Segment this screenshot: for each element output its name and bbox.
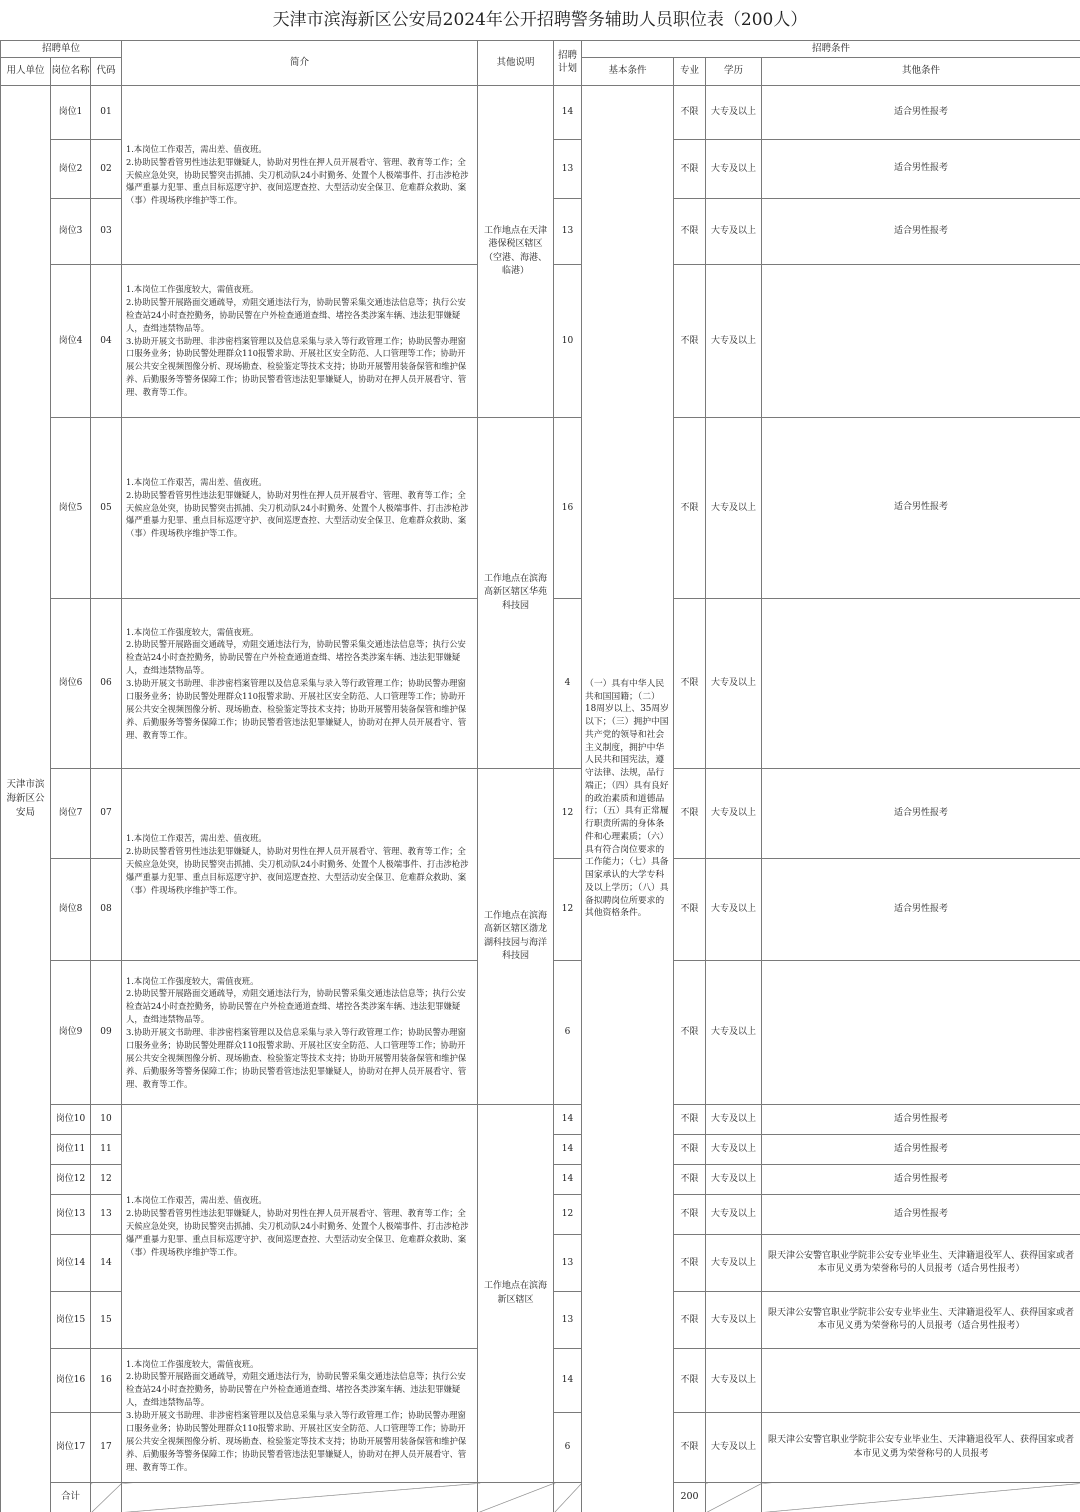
post-code: 17 (91, 1413, 122, 1483)
post-remark: 工作地点在天津港保税区辖区（空港、海港、临港） (478, 86, 554, 418)
post-name: 岗位8 (51, 859, 91, 961)
post-description: 1.本岗位工作艰苦，需出差、值夜班。 2.协助民警看管男性违法犯罪嫌疑人，协助对男性在押人员开展看守、管理、教育等工作；全天候应急处突，协助民警突击抓捕、尖刀机动队24小时勤务、处置个人极端事件、打击涉枪涉爆严重暴力犯罪、重点目标巡逻守护、夜间巡逻查控、大型活动安全保卫、危难群众救助、案（事）件现场秩序维护等工作。 (122, 1105, 478, 1349)
post-plan: 12 (554, 769, 582, 859)
post-major: 不限 (674, 961, 706, 1105)
post-plan: 13 (554, 1235, 582, 1292)
post-edu: 大专及以上 (706, 1235, 762, 1292)
header-conditions: 招聘条件 (582, 41, 1080, 58)
post-other: 适合男性报考 (762, 199, 1080, 265)
post-edu: 大专及以上 (706, 86, 762, 140)
diagonal-cell (706, 1483, 762, 1512)
table-row (1, 418, 1080, 599)
post-name: 岗位2 (51, 140, 91, 199)
employer-cell: 天津市滨海新区公安局 (1, 86, 51, 1512)
post-description: 1.本岗位工作强度较大，需值夜班。 2.协助民警开展路面交通疏导，劝阻交通违法行为，协助民警采集交通违法信息等；执行公安检查站24小时查控勤务，协助民警在户外检查通道查缉、堵控各类涉案车辆、违法犯罪嫌疑人，查缉违禁物品等。 3.协助开展文书助理、非涉密档案管理以及信息采集与录入等行政管理工作；协助民警办理窗口服务业务；协助民警处理群众110报警求助、开展社区安全防范、人口管理等工作；协助开展公共安全视频图像分析、现场勘查、检验鉴定等技术支持；协助开展警用装备保管和维护保养、后勤服务等警务保障工作；协助民警看管违法犯罪嫌疑人，协助对在押人员开展看守、管理、教育等工作。 (122, 1349, 478, 1483)
post-edu: 大专及以上 (706, 199, 762, 265)
post-code: 16 (91, 1349, 122, 1413)
post-major: 不限 (674, 1135, 706, 1165)
post-major: 不限 (674, 86, 706, 140)
post-edu: 大专及以上 (706, 599, 762, 769)
post-edu: 大专及以上 (706, 140, 762, 199)
post-plan: 16 (554, 418, 582, 599)
post-other: 限天津公安警官职业学院非公安专业毕业生、天津籍退役军人、获得国家或者本市见义勇为荣誉称号的人员报考 (762, 1413, 1080, 1483)
post-other: 适合男性报考 (762, 140, 1080, 199)
diagonal-cell (762, 1483, 1080, 1512)
post-edu: 大专及以上 (706, 1165, 762, 1195)
post-plan: 4 (554, 599, 582, 769)
post-code: 15 (91, 1292, 122, 1349)
post-major: 不限 (674, 1413, 706, 1483)
basic-conditions: （一）具有中华人民共和国国籍；（二）18周岁以上、35周岁以下；（三）拥护中国共产党的领导和社会主义制度，拥护中华人民共和国宪法，遵守法律、法规，品行端正；（四）具有良好的政治素质和道德品行；（五）具有正常履行职责所需的身体条件和心理素质；（六）具有符合岗位要求的工作能力；（七）具备国家承认的大学专科及以上学历；（八）具备拟聘岗位所要求的其他资格条件。 (582, 86, 674, 1512)
total-plan: 200 (674, 1483, 706, 1512)
post-other: 适合男性报考 (762, 1165, 1080, 1195)
post-other: 适合男性报考 (762, 1135, 1080, 1165)
post-name: 岗位9 (51, 961, 91, 1105)
header-other: 其他条件 (762, 58, 1080, 86)
post-name: 岗位11 (51, 1135, 91, 1165)
diagonal-cell (478, 1483, 554, 1512)
post-edu: 大专及以上 (706, 1105, 762, 1135)
post-major: 不限 (674, 1235, 706, 1292)
post-name: 岗位17 (51, 1413, 91, 1483)
post-major: 不限 (674, 418, 706, 599)
post-plan: 6 (554, 961, 582, 1105)
post-major: 不限 (674, 140, 706, 199)
header-recruit-unit: 招聘单位 (1, 41, 122, 58)
post-plan: 13 (554, 199, 582, 265)
post-remark: 工作地点在滨海高新区辖区华苑科技园 (478, 418, 554, 769)
header-code: 代码 (91, 58, 122, 86)
table-row (1, 1105, 1080, 1135)
header-major: 专业 (674, 58, 706, 86)
table-row (1, 769, 1080, 859)
post-major: 不限 (674, 599, 706, 769)
post-code: 07 (91, 769, 122, 859)
post-edu: 大专及以上 (706, 859, 762, 961)
post-name: 岗位13 (51, 1195, 91, 1235)
post-code: 05 (91, 418, 122, 599)
post-plan: 12 (554, 1195, 582, 1235)
header-basic: 基本条件 (582, 58, 674, 86)
post-major: 不限 (674, 769, 706, 859)
post-major: 不限 (674, 1165, 706, 1195)
post-code: 08 (91, 859, 122, 961)
post-edu: 大专及以上 (706, 769, 762, 859)
positions-table (0, 40, 1080, 1512)
post-other: 适合男性报考 (762, 1105, 1080, 1135)
post-code: 09 (91, 961, 122, 1105)
post-code: 03 (91, 199, 122, 265)
post-major: 不限 (674, 1195, 706, 1235)
post-major: 不限 (674, 1349, 706, 1413)
post-name: 岗位15 (51, 1292, 91, 1349)
post-other: 适合男性报考 (762, 859, 1080, 961)
post-code: 10 (91, 1105, 122, 1135)
post-description: 1.本岗位工作强度较大，需值夜班。 2.协助民警开展路面交通疏导，劝阻交通违法行为，协助民警采集交通违法信息等；执行公安检查站24小时查控勤务，协助民警在户外检查通道查缉、堵控各类涉案车辆、违法犯罪嫌疑人，查缉违禁物品等。 3.协助开展文书助理、非涉密档案管理以及信息采集与录入等行政管理工作；协助民警办理窗口服务业务；协助民警处理群众110报警求助、开展社区安全防范、人口管理等工作；协助开展公共安全视频图像分析、现场勘查、检验鉴定等技术支持；协助开展警用装备保管和维护保养、后勤服务等警务保障工作；协助民警看管违法犯罪嫌疑人，协助对在押人员开展看守、管理、教育等工作。 (122, 265, 478, 418)
post-other (762, 1349, 1080, 1413)
post-plan: 12 (554, 859, 582, 961)
post-other: 适合男性报考 (762, 769, 1080, 859)
post-other: 适合男性报考 (762, 86, 1080, 140)
post-edu: 大专及以上 (706, 1195, 762, 1235)
post-plan: 14 (554, 1135, 582, 1165)
post-edu: 大专及以上 (706, 1349, 762, 1413)
post-remark: 工作地点在滨海新区辖区 (478, 1105, 554, 1483)
post-code: 12 (91, 1165, 122, 1195)
post-name: 岗位5 (51, 418, 91, 599)
post-code: 14 (91, 1235, 122, 1292)
header-edu: 学历 (706, 58, 762, 86)
post-other: 适合男性报考 (762, 1195, 1080, 1235)
header-remark: 其他说明 (478, 41, 554, 86)
post-code: 13 (91, 1195, 122, 1235)
post-name: 岗位16 (51, 1349, 91, 1413)
post-code: 02 (91, 140, 122, 199)
post-major: 不限 (674, 265, 706, 418)
post-edu: 大专及以上 (706, 1135, 762, 1165)
post-name: 岗位1 (51, 86, 91, 140)
post-plan: 13 (554, 1292, 582, 1349)
post-edu: 大专及以上 (706, 1292, 762, 1349)
diagonal-cell (91, 1483, 122, 1512)
post-plan: 10 (554, 265, 582, 418)
post-major: 不限 (674, 1292, 706, 1349)
post-major: 不限 (674, 1105, 706, 1135)
post-edu: 大专及以上 (706, 1413, 762, 1483)
post-plan: 13 (554, 140, 582, 199)
post-plan: 6 (554, 1413, 582, 1483)
page-title: 天津市滨海新区公安局2024年公开招聘警务辅助人员职位表（200人） (272, 10, 808, 30)
post-code: 04 (91, 265, 122, 418)
post-major: 不限 (674, 199, 706, 265)
diagonal-cell (554, 1483, 582, 1512)
post-other: 限天津公安警官职业学院非公安专业毕业生、天津籍退役军人、获得国家或者本市见义勇为荣誉称号的人员报考（适合男性报考） (762, 1235, 1080, 1292)
post-code: 01 (91, 86, 122, 140)
total-label: 合计 (51, 1483, 91, 1512)
header-intro: 简介 (122, 41, 478, 86)
post-description: 1.本岗位工作艰苦，需出差、值夜班。 2.协助民警看管男性违法犯罪嫌疑人，协助对男性在押人员开展看守、管理、教育等工作；全天候应急处突，协助民警突击抓捕、尖刀机动队24小时勤务、处置个人极端事件、打击涉枪涉爆严重暴力犯罪、重点目标巡逻守护、夜间巡逻查控、大型活动安全保卫、危难群众救助、案（事）件现场秩序维护等工作。 (122, 418, 478, 599)
post-edu: 大专及以上 (706, 418, 762, 599)
post-name: 岗位7 (51, 769, 91, 859)
post-remark: 工作地点在滨海高新区辖区渤龙湖科技园与海洋科技园 (478, 769, 554, 1105)
post-other (762, 961, 1080, 1105)
post-name: 岗位14 (51, 1235, 91, 1292)
post-name: 岗位6 (51, 599, 91, 769)
post-code: 11 (91, 1135, 122, 1165)
post-name: 岗位10 (51, 1105, 91, 1135)
post-other: 限天津公安警官职业学院非公安专业毕业生、天津籍退役军人、获得国家或者本市见义勇为荣誉称号的人员报考（适合男性报考） (762, 1292, 1080, 1349)
post-description: 1.本岗位工作强度较大，需值夜班。 2.协助民警开展路面交通疏导，劝阻交通违法行为，协助民警采集交通违法信息等；执行公安检查站24小时查控勤务，协助民警在户外检查通道查缉、堵控各类涉案车辆、违法犯罪嫌疑人，查缉违禁物品等。 3.协助开展文书助理、非涉密档案管理以及信息采集与录入等行政管理工作；协助民警办理窗口服务业务；协助民警处理群众110报警求助、开展社区安全防范、人口管理等工作；协助开展公共安全视频图像分析、现场勘查、检验鉴定等技术支持；协助开展警用装备保管和维护保养、后勤服务等警务保障工作；协助民警看管违法犯罪嫌疑人，协助对在押人员开展看守、管理、教育等工作。 (122, 961, 478, 1105)
post-other (762, 599, 1080, 769)
post-description: 1.本岗位工作强度较大，需值夜班。 2.协助民警开展路面交通疏导，劝阻交通违法行为，协助民警采集交通违法信息等；执行公安检查站24小时查控勤务，协助民警在户外检查通道查缉、堵控各类涉案车辆、违法犯罪嫌疑人，查缉违禁物品等。 3.协助开展文书助理、非涉密档案管理以及信息采集与录入等行政管理工作；协助民警办理窗口服务业务；协助民警处理群众110报警求助、开展社区安全防范、人口管理等工作；协助开展公共安全视频图像分析、现场勘查、检验鉴定等技术支持；协助开展警用装备保管和维护保养、后勤服务等警务保障工作；协助民警看管违法犯罪嫌疑人，协助对在押人员开展看守、管理、教育等工作。 (122, 599, 478, 769)
post-plan: 14 (554, 1105, 582, 1135)
post-plan: 14 (554, 1349, 582, 1413)
post-other: 适合男性报考 (762, 418, 1080, 599)
post-code: 06 (91, 599, 122, 769)
post-edu: 大专及以上 (706, 265, 762, 418)
header-plan: 招聘计划 (554, 41, 582, 86)
table-row (1, 86, 1080, 140)
post-major: 不限 (674, 859, 706, 961)
post-plan: 14 (554, 1165, 582, 1195)
header-post-name: 岗位名称 (51, 58, 91, 86)
post-description: 1.本岗位工作艰苦，需出差、值夜班。 2.协助民警看管男性违法犯罪嫌疑人，协助对男性在押人员开展看守、管理、教育等工作；全天候应急处突，协助民警突击抓捕、尖刀机动队24小时勤务、处置个人极端事件、打击涉枪涉爆严重暴力犯罪、重点目标巡逻守护、夜间巡逻查控、大型活动安全保卫、危难群众救助、案（事）件现场秩序维护等工作。 (122, 86, 478, 265)
diagonal-cell (122, 1483, 478, 1512)
post-plan: 14 (554, 86, 582, 140)
post-other (762, 265, 1080, 418)
post-name: 岗位12 (51, 1165, 91, 1195)
post-name: 岗位3 (51, 199, 91, 265)
total-row (1, 1483, 1080, 1512)
post-edu: 大专及以上 (706, 961, 762, 1105)
header-employer: 用人单位 (1, 58, 51, 86)
post-name: 岗位4 (51, 265, 91, 418)
post-description: 1.本岗位工作艰苦，需出差、值夜班。 2.协助民警看管男性违法犯罪嫌疑人，协助对男性在押人员开展看守、管理、教育等工作；全天候应急处突，协助民警突击抓捕、尖刀机动队24小时勤务、处置个人极端事件、打击涉枪涉爆严重暴力犯罪、重点目标巡逻守护、夜间巡逻查控、大型活动安全保卫、危难群众救助、案（事）件现场秩序维护等工作。 (122, 769, 478, 961)
